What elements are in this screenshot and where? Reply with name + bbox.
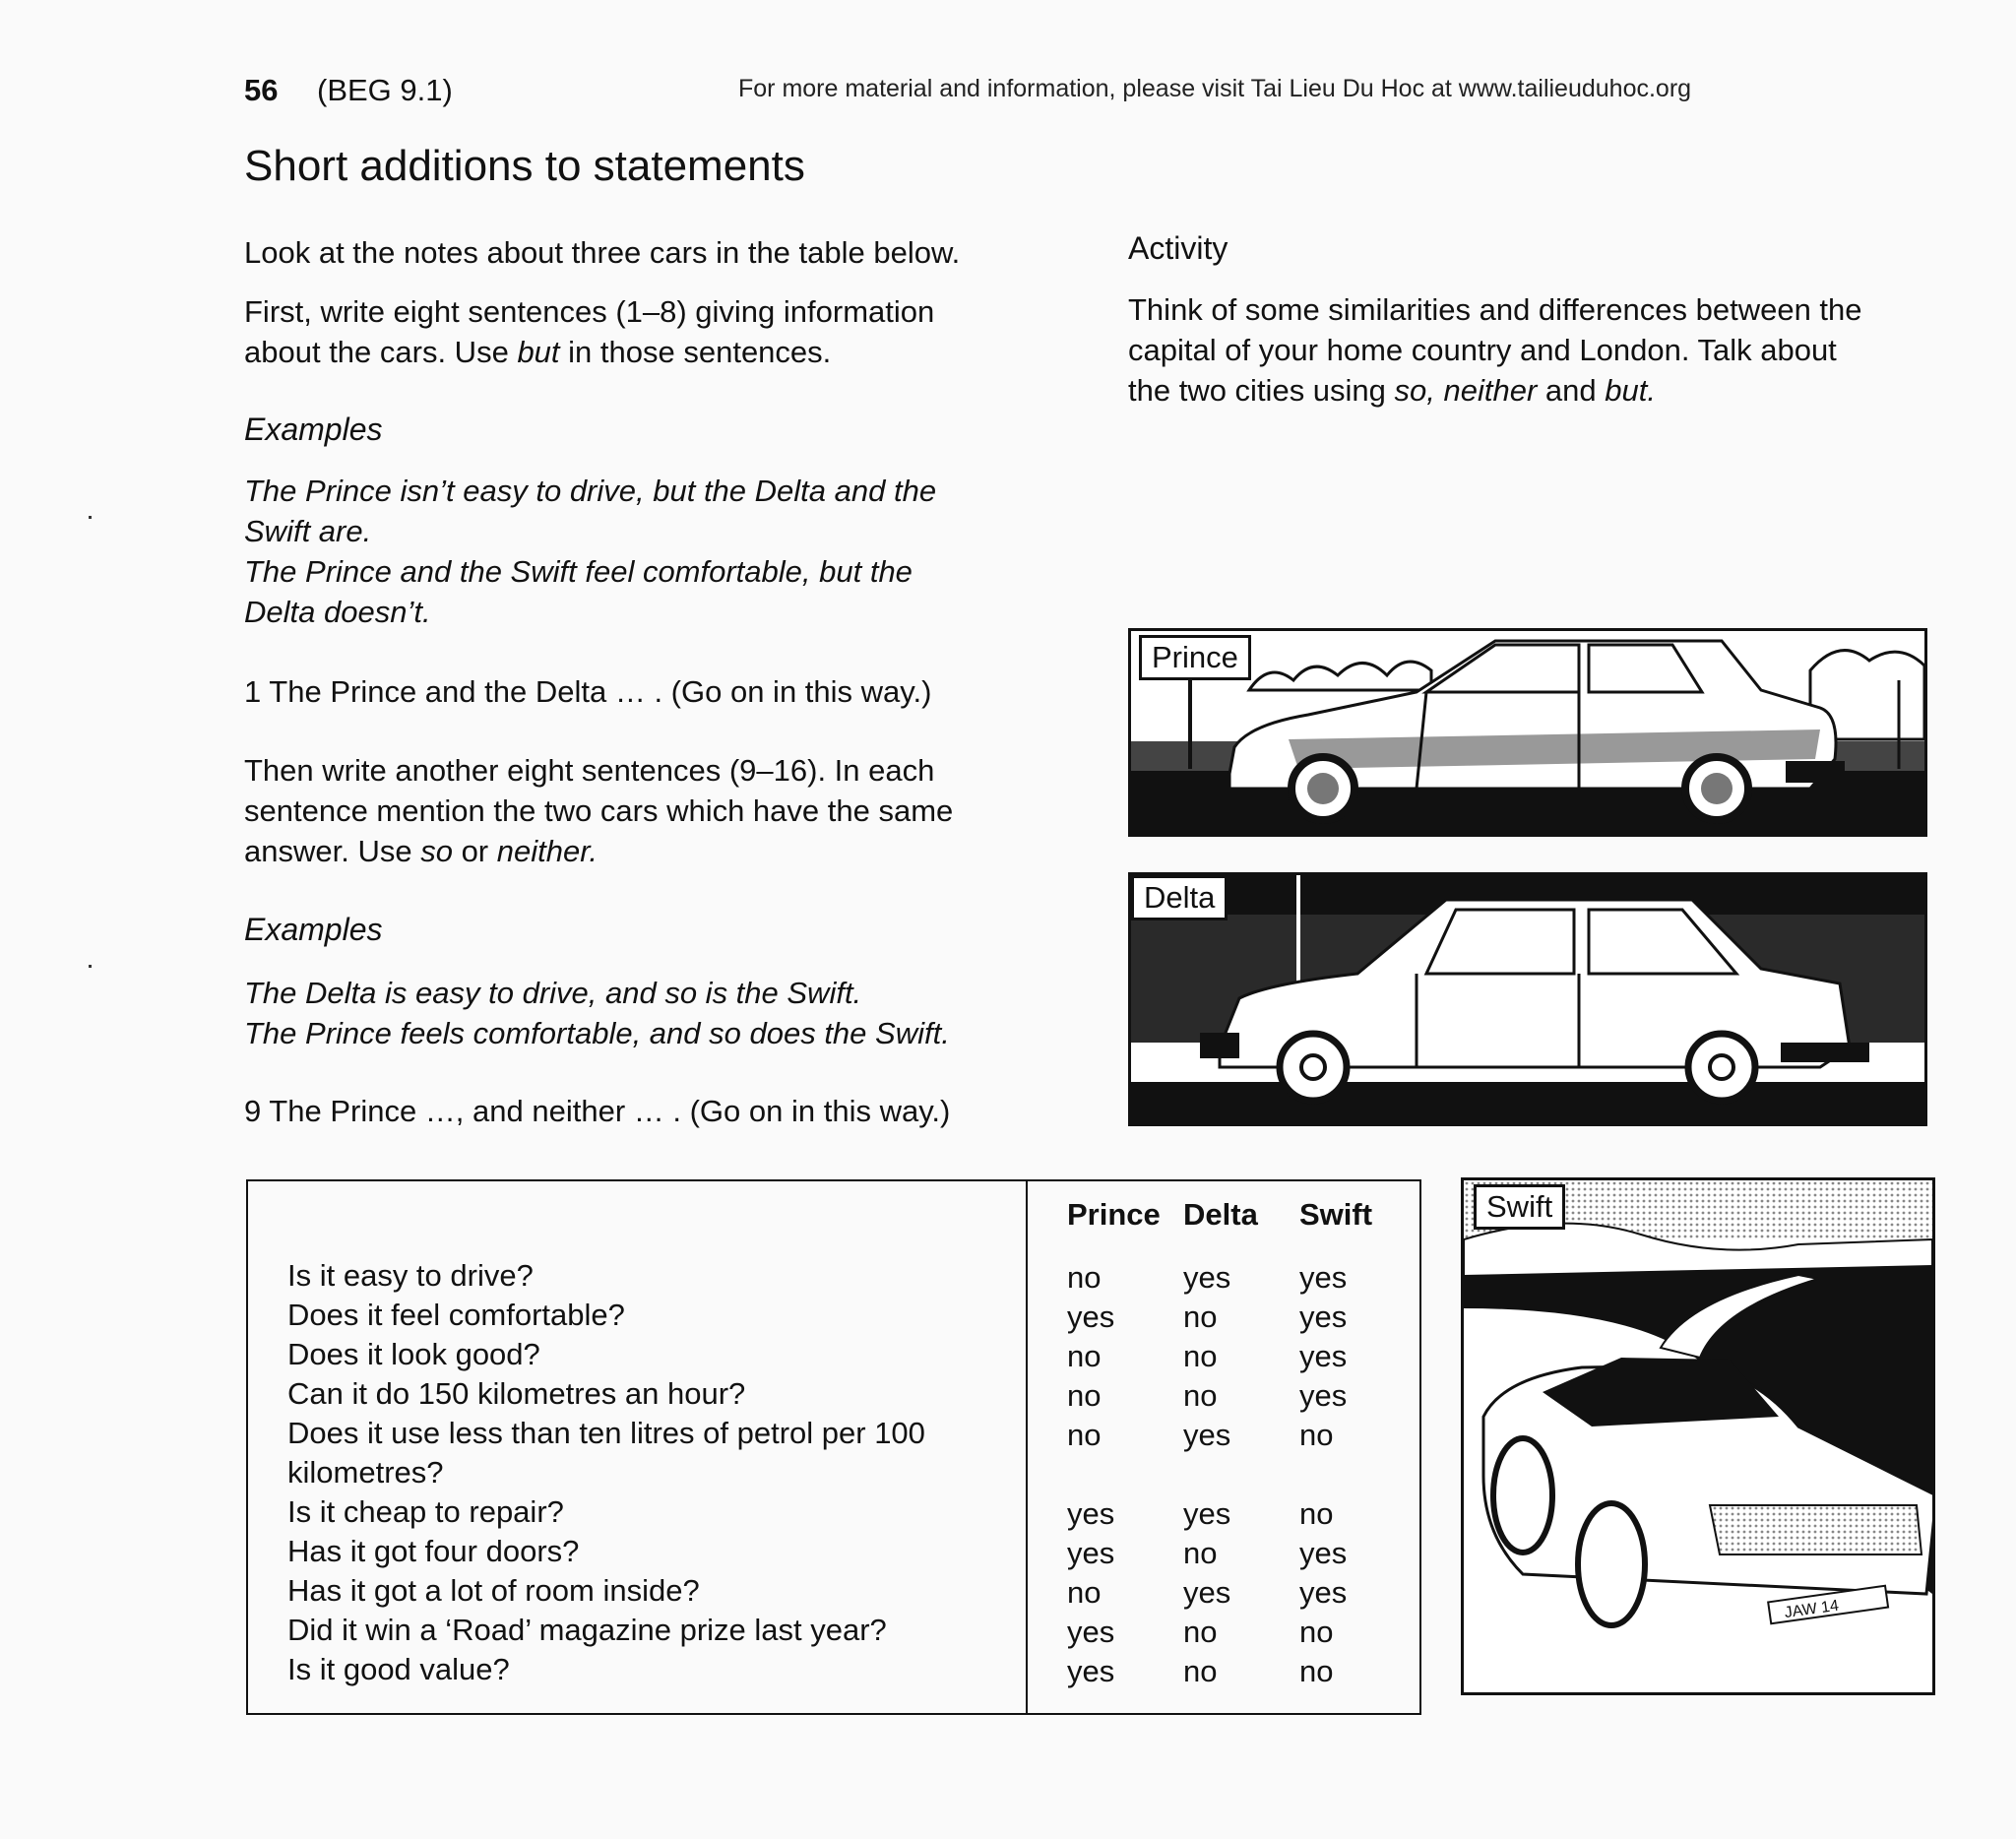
visit-note: For more material and information, please visit Tai Lieu Du Hoc at www.tailieuduhoc.org: [738, 75, 1692, 102]
question: Is it cheap to repair?: [287, 1494, 564, 1529]
examples-heading: Examples: [244, 412, 383, 447]
question-continuation: kilometres?: [287, 1455, 444, 1490]
cell-prince: yes: [1067, 1536, 1115, 1570]
cell-prince: no: [1067, 1339, 1102, 1373]
question: Does it use less than ten litres of petrol per 100: [287, 1416, 925, 1450]
swift-car-drawing: [1464, 1180, 1932, 1692]
cell-swift: no: [1299, 1654, 1334, 1688]
instruction-first: [244, 291, 934, 372]
column-header-delta: Delta: [1183, 1197, 1258, 1232]
instruction-then-line: Then write another eight sentences (9–16). In each: [244, 753, 935, 788]
question: Has it got a lot of room inside?: [287, 1573, 700, 1608]
unit-reference: (BEG 9.1): [317, 73, 453, 107]
cell-swift: no: [1299, 1418, 1334, 1452]
example-line: Swift are.: [244, 514, 372, 548]
prince-label: Prince: [1139, 635, 1251, 680]
swift-plate-text: JAW 14: [1783, 1597, 1840, 1622]
cell-prince: yes: [1067, 1615, 1115, 1649]
activity-line: Think of some similarities and differences between the: [1128, 292, 1862, 327]
cell-swift: yes: [1299, 1300, 1348, 1334]
instruction-then-line: answer. Use so or neither.: [244, 834, 598, 868]
example-block-2: [244, 973, 950, 1053]
cell-swift: yes: [1299, 1378, 1348, 1413]
cell-delta: no: [1183, 1339, 1218, 1373]
delta-car-illustration: [1128, 872, 1927, 1126]
example-line: The Prince and the Swift feel comfortable, but the: [244, 554, 913, 589]
question: Can it do 150 kilometres an hour?: [287, 1376, 746, 1411]
activity-line: the two cities using so, neither and but.: [1128, 373, 1656, 408]
table-column-divider: [1026, 1181, 1028, 1713]
instruction-then-line: sentence mention the two cars which have the same: [244, 793, 954, 828]
stray-mark: [89, 965, 92, 968]
activity-heading: Activity: [1128, 230, 1228, 266]
cell-prince: no: [1067, 1575, 1102, 1610]
cell-swift: yes: [1299, 1536, 1348, 1570]
cell-prince: yes: [1067, 1300, 1115, 1334]
cell-delta: yes: [1183, 1418, 1231, 1452]
activity-line: capital of your home country and London. Talk about: [1128, 333, 1837, 367]
cell-swift: yes: [1299, 1575, 1348, 1610]
instruction-then: [244, 750, 953, 871]
cell-swift: yes: [1299, 1339, 1348, 1373]
question: Did it win a ‘Road’ magazine prize last year?: [287, 1613, 887, 1647]
cell-prince: yes: [1067, 1496, 1115, 1531]
instruction-first-line: First, write eight sentences (1–8) giving information: [244, 294, 935, 329]
example-line: Delta doesn’t.: [244, 595, 431, 629]
question: Is it easy to drive?: [287, 1258, 534, 1293]
question: Has it got four doors?: [287, 1534, 580, 1568]
question: Is it good value?: [287, 1652, 510, 1686]
delta-label: Delta: [1131, 875, 1228, 920]
cell-swift: yes: [1299, 1260, 1348, 1295]
page-number: 56: [244, 73, 279, 107]
intro-text: Look at the notes about three cars in the table below.: [244, 235, 961, 270]
stray-mark: [89, 516, 92, 519]
cell-prince: no: [1067, 1260, 1102, 1295]
example-line: The Prince isn’t easy to drive, but the Delta and the: [244, 474, 937, 508]
cars-comparison-table: [246, 1179, 1421, 1715]
activity-text: [1128, 289, 1862, 411]
question: Does it look good?: [287, 1337, 540, 1371]
cell-swift: no: [1299, 1615, 1334, 1649]
cell-delta: no: [1183, 1654, 1218, 1688]
cell-prince: no: [1067, 1418, 1102, 1452]
example-line: The Prince feels comfortable, and so does the Swift.: [244, 1016, 950, 1050]
example-line: The Delta is easy to drive, and so is the Swift.: [244, 976, 862, 1010]
swift-label: Swift: [1474, 1184, 1565, 1230]
example-block-1: [244, 471, 936, 632]
start-sentence-9: 9 The Prince …, and neither … . (Go on in this way.): [244, 1094, 951, 1128]
cell-delta: yes: [1183, 1496, 1231, 1531]
start-sentence-1: 1 The Prince and the Delta … . (Go on in this way.): [244, 674, 932, 709]
cell-delta: yes: [1183, 1575, 1231, 1610]
swift-car-illustration: [1461, 1177, 1935, 1695]
instruction-first-line: about the cars. Use but in those sentences.: [244, 335, 832, 369]
cell-swift: no: [1299, 1496, 1334, 1531]
column-header-swift: Swift: [1299, 1197, 1373, 1232]
examples-heading: Examples: [244, 912, 383, 947]
cell-delta: yes: [1183, 1260, 1231, 1295]
column-header-prince: Prince: [1067, 1197, 1161, 1232]
cell-delta: no: [1183, 1378, 1218, 1413]
page-title: Short additions to statements: [244, 142, 805, 190]
cell-delta: no: [1183, 1300, 1218, 1334]
prince-car-illustration: [1128, 628, 1927, 837]
delta-car-drawing: [1131, 875, 1924, 1123]
question: Does it feel comfortable?: [287, 1298, 625, 1332]
cell-delta: no: [1183, 1536, 1218, 1570]
cell-prince: yes: [1067, 1654, 1115, 1688]
cell-delta: no: [1183, 1615, 1218, 1649]
cell-prince: no: [1067, 1378, 1102, 1413]
